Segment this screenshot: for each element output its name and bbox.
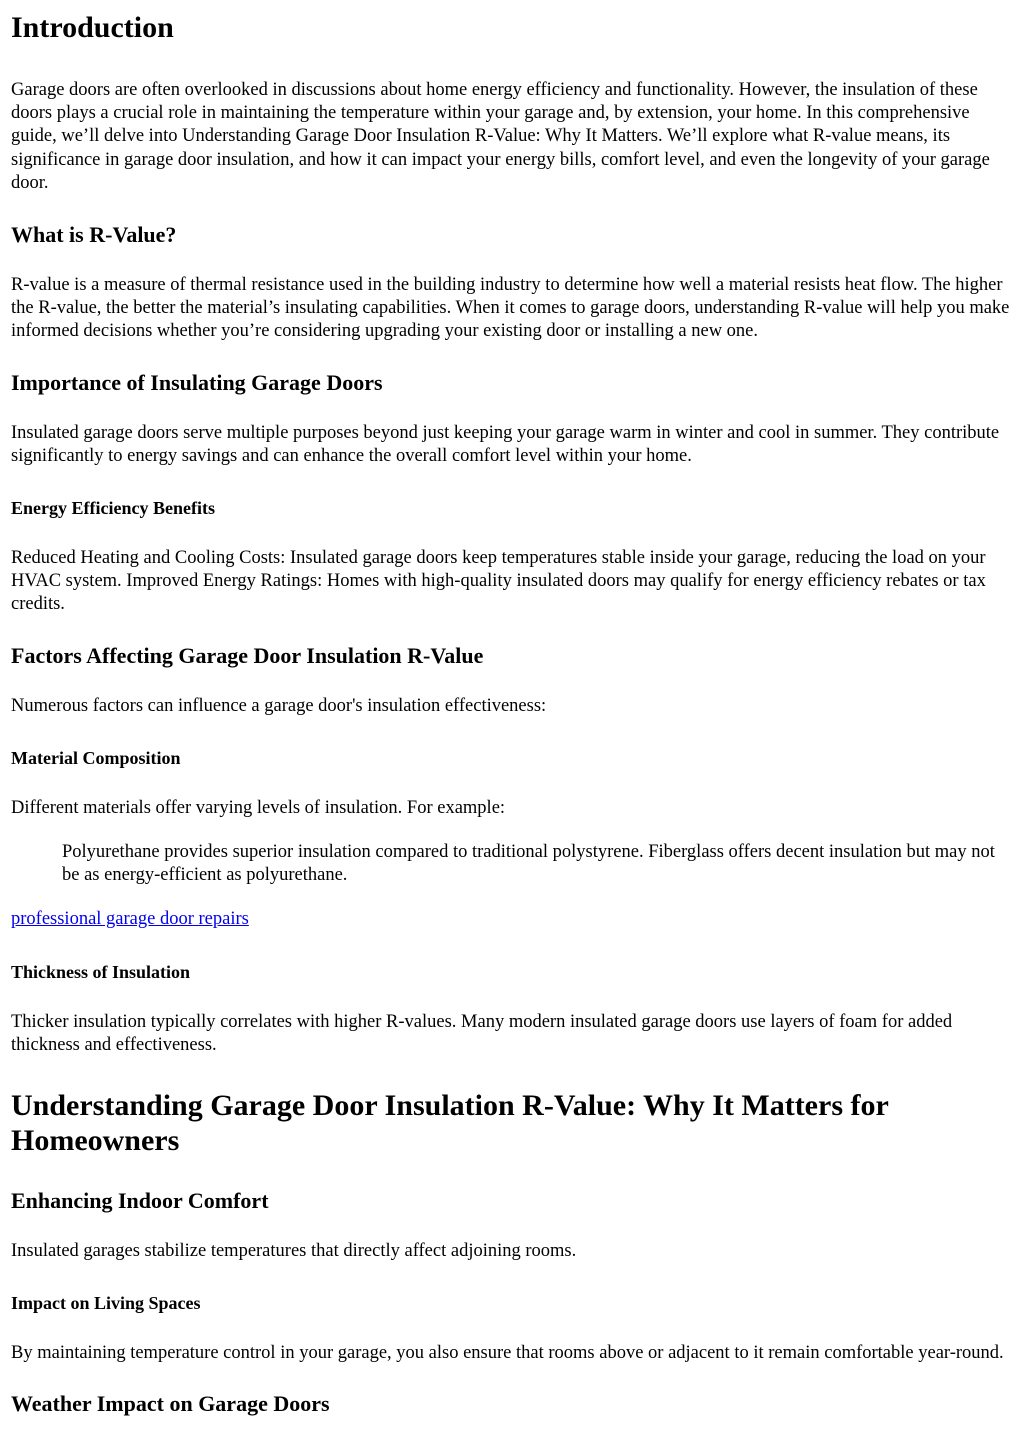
- rvalue-heading: What is R-Value?: [11, 222, 177, 248]
- intro-paragraph: Garage doors are often overlooked in discussions about home energy efficiency and functionality. However, the insulation of these doors plays a crucial role in maintaining the temperature within your garage and, by extension, your home. In this comprehensive guide, we’ll delve into Understanding Garage Door Insulation R-Value: Why It Matters. We’ll explore what R-value means, its significance in garage door insulation, and how it can impact your energy bills, comfort level, and even the longevity of your garage door.: [11, 80, 990, 193]
- energy-paragraph: Reduced Heating and Cooling Costs: Insulated garage doors keep temperatures stable inside your garage, reducing the load on your HVAC system. Improved Energy Ratings: Homes with high-quality insulated doors may qualify for energy efficiency rebates or tax credits.: [11, 548, 986, 615]
- link-line: [11, 908, 1013, 931]
- intro-heading: Introduction: [11, 11, 174, 44]
- impact-heading: Impact on Living Spaces: [11, 1293, 201, 1314]
- importance-paragraph: Insulated garage doors serve multiple purposes beyond just keeping your garage warm in winter and cool in summer. They contribute significantly to energy savings and can enhance the overall comfort level within your home.: [11, 422, 1000, 466]
- garage-repairs-link[interactable]: professional garage door repairs: [11, 909, 249, 930]
- impact-paragraph: By maintaining temperature control in your garage, you also ensure that rooms above or adjacent to it remain comfortable year-round.: [11, 1343, 1004, 1364]
- importance-heading: Importance of Insulating Garage Doors: [11, 369, 383, 395]
- comfort-heading: Enhancing Indoor Comfort: [11, 1188, 269, 1214]
- rvalue-paragraph: R-value is a measure of thermal resistance used in the building industry to determine how well a material resists heat flow. The higher the R-value, the better the material’s insulating capabilities. When it comes to garage doors, understanding R-value will help you make informed decisions whether you’re considering upgrading your existing door or installing a new one.: [11, 275, 1010, 342]
- comfort-paragraph: Insulated garages stabilize temperatures that directly affect adjoining rooms.: [11, 1241, 577, 1262]
- factors-heading: Factors Affecting Garage Door Insulation R-Value: [11, 642, 484, 668]
- energy-heading: Energy Efficiency Benefits: [11, 498, 215, 519]
- material-quote: Polyurethane provides superior insulation compared to traditional polystyrene. Fiberglass offers decent insulation but may not be as energy-efficient as polyurethane.: [62, 842, 995, 886]
- thickness-heading: Thickness of Insulation: [11, 961, 191, 982]
- material-heading: Material Composition: [11, 747, 181, 768]
- thickness-paragraph: Thicker insulation typically correlates with higher R-values. Many modern insulated garage doors use layers of foam for added thickness and effectiveness.: [11, 1011, 953, 1055]
- weather-heading: Weather Impact on Garage Doors: [11, 1391, 330, 1417]
- factors-paragraph: Numerous factors can influence a garage door's insulation effectiveness:: [11, 695, 547, 716]
- understanding-heading: Understanding Garage Door Insulation R-Value: Why It Matters for Homeowners: [11, 1089, 889, 1158]
- material-paragraph: Different materials offer varying levels of insulation. For example:: [11, 797, 506, 818]
